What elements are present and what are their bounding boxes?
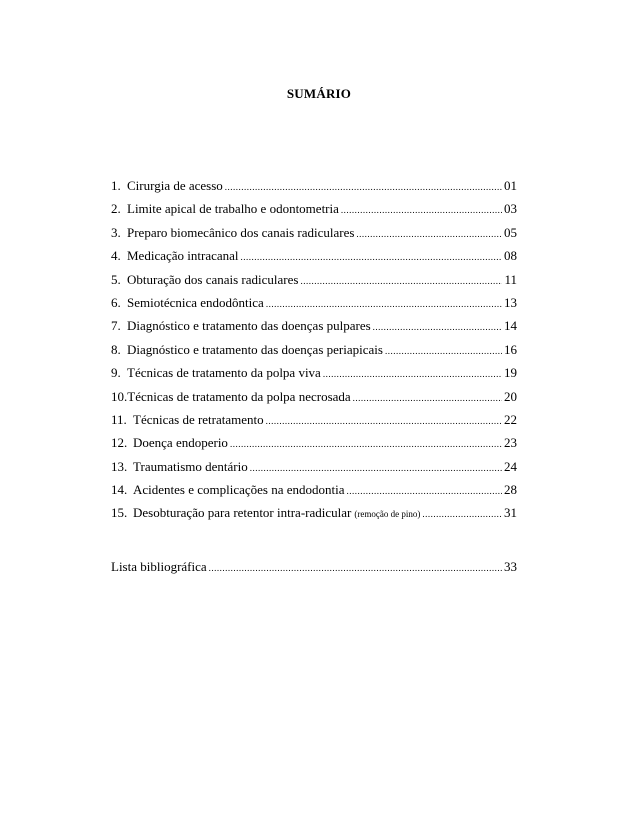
toc-entry-page: 01	[504, 178, 517, 193]
toc-entry-label: Acidentes e complicações na endodontia	[133, 482, 345, 498]
toc-leader-dots	[341, 202, 502, 218]
toc-entry-7	[111, 318, 517, 341]
toc-entry-label: Traumatismo dentário	[133, 458, 248, 474]
bibliography-entry	[111, 559, 517, 582]
toc-entry-15	[111, 505, 517, 528]
toc-entry-number: 1.	[111, 178, 121, 193]
toc-leader-dots	[250, 460, 502, 476]
toc-entry-2	[111, 201, 517, 224]
toc-leader-dots	[373, 319, 502, 335]
toc-entry-page: 08	[504, 248, 517, 264]
toc-entry-label: Técnicas de tratamento da polpa necrosada	[127, 388, 351, 404]
toc-leader-dots	[353, 390, 502, 406]
toc-entry-page: 16	[504, 341, 517, 357]
toc-entry-number: 4.	[111, 248, 121, 264]
toc-entry-page: 22	[504, 411, 517, 427]
toc-entry-label: Lista bibliográfica	[111, 559, 207, 574]
table-of-contents	[111, 178, 517, 529]
toc-entry-3	[111, 225, 517, 248]
toc-entry-label: Cirurgia de acesso	[127, 178, 223, 193]
toc-entry-number: 2.	[111, 201, 121, 217]
toc-entry-page: 28	[504, 482, 517, 498]
toc-entry-page: 31	[504, 505, 517, 521]
toc-leader-dots	[230, 436, 502, 452]
toc-entry-label: Limite apical de trabalho e odontometria	[127, 201, 339, 217]
toc-entry-page: 23	[504, 435, 517, 451]
toc-entry-number: 7.	[111, 318, 121, 334]
toc-entry-label: Desobturação para retentor intra-radicular	[133, 505, 352, 521]
toc-entry-number: 14.	[111, 482, 128, 498]
toc-entry-label: Técnicas de tratamento da polpa viva	[127, 365, 321, 381]
toc-entry-page: 05	[504, 224, 517, 240]
toc-leader-dots	[241, 249, 502, 265]
toc-leader-dots	[300, 273, 502, 289]
toc-entry-page: 33	[504, 559, 517, 574]
toc-leader-dots	[422, 506, 502, 522]
toc-entry-9	[111, 365, 517, 388]
toc-entry-label: Semiotécnica endodôntica	[127, 294, 264, 310]
toc-entry-number: 15.	[111, 505, 128, 521]
toc-entry-number: 10.	[111, 388, 128, 404]
toc-entry-8	[111, 342, 517, 365]
toc-entry-label: Diagnóstico e tratamento das doenças pulpares	[127, 318, 371, 334]
toc-entry-1	[111, 178, 517, 201]
toc-entry-label: Técnicas de retratamento	[133, 411, 264, 427]
toc-entry-page: 13	[504, 294, 517, 310]
toc-entry-page: 20	[504, 388, 517, 404]
toc-entry-10	[111, 389, 517, 412]
toc-entry-14	[111, 482, 517, 505]
toc-entry-page: 24	[504, 458, 517, 474]
toc-entry-number: 12.	[111, 435, 128, 451]
toc-entry-number: 13.	[111, 458, 128, 474]
toc-entry-label: Diagnóstico e tratamento das doenças periapicais	[127, 341, 383, 357]
toc-entry-page: 19	[504, 365, 517, 381]
toc-entry-number: 3.	[111, 224, 121, 240]
toc-entry-page: 14	[504, 318, 517, 334]
toc-leader-dots	[323, 366, 502, 382]
toc-entry-number: 11.	[111, 411, 127, 427]
toc-entry-label: Preparo biomecânico dos canais radiculares	[127, 224, 355, 240]
toc-entry-5	[111, 272, 517, 295]
toc-entry-page: 11	[504, 271, 517, 287]
toc-leader-dots	[225, 179, 502, 195]
toc-leader-dots	[266, 413, 502, 429]
toc-leader-dots	[347, 483, 502, 499]
toc-entry-label: Medicação intracanal	[127, 248, 239, 264]
toc-entry-number: 5.	[111, 271, 121, 287]
toc-entry-number: 6.	[111, 294, 121, 310]
toc-entry-12	[111, 435, 517, 458]
toc-leader-dots	[385, 343, 502, 359]
toc-entry-13	[111, 459, 517, 482]
toc-entry-label: Obturação dos canais radiculares	[127, 271, 299, 287]
toc-entry-page: 03	[504, 201, 517, 217]
toc-leader-dots	[266, 296, 502, 312]
toc-entry-number: 8.	[111, 341, 121, 357]
toc-leader-dots	[356, 226, 502, 242]
toc-entry-note: (remoção de pino)	[354, 509, 421, 520]
toc-entry-number: 9.	[111, 365, 121, 381]
toc-entry-label: Doença endoperio	[133, 435, 228, 451]
toc-entry-bibliography	[111, 559, 517, 582]
toc-leader-dots	[209, 560, 502, 576]
toc-entry-11	[111, 412, 517, 435]
toc-entry-6	[111, 295, 517, 318]
page-title: SUMÁRIO	[286, 86, 352, 101]
toc-entry-4	[111, 248, 517, 271]
